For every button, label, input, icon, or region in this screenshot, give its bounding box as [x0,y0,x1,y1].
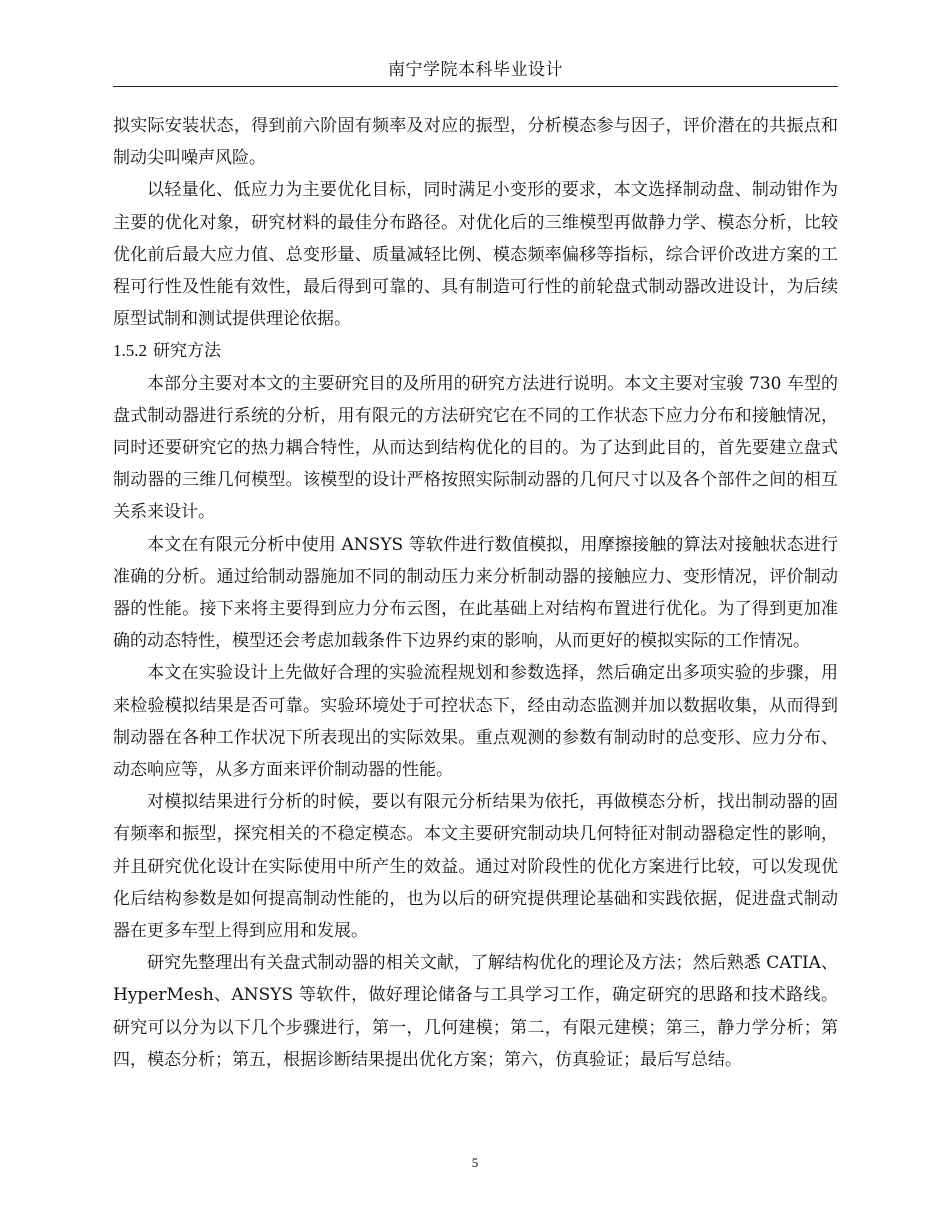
page-body [113,110,838,1076]
paragraph-research-purpose: 本部分主要对本文的主要研究目的及所用的研究方法进行说明。本文主要对宝骏 730 车型的盘式制动器进行系统的分析，用有限元的方法研究它在不同的工作状态下应力分布和接触情况，同时还要研究它的热力耦合特性，从而达到结构优化的目的。为了达到此目的，首先要建立盘式制动器的三维几何模型。该模型的设计严格按照实际制动器的几何尺寸以及各个部件之间的相互关系来设计。 [113,373,838,523]
paragraph-result-analysis: 对模拟结果进行分析的时候，要以有限元分析结果为依托，再做模态分析，找出制动器的固有频率和振型，探究相关的不稳定模态。本文主要研究制动块几何特征对制动器稳定性的影响，并且研究优化设计在实际使用中所产生的效益。通过对阶段性的优化方案进行比较，可以发现优化后结构参数是如何提高制动性能的，也为以后的研究提供理论基础和实践依据，促进盘式制动器在更多车型上得到应用和发展。 [113,792,838,942]
paragraph-experiment-design: 本文在实验设计上先做好合理的实验流程规划和参数选择，然后确定出多项实验的步骤，用来检验模拟结果是否可靠。实验环境处于可控状态下，经由动态监测并加以数据收集，从而得到制动器在各种工作状况下所表现出的实际效果。重点观测的参数有制动时的总变形、应力分布、动态响应等，从多方面来评价制动器的性能。 [113,663,838,781]
paragraph-continued: 拟实际安装状态，得到前六阶固有频率及对应的振型，分析模态参与因子，评价潜在的共振点和制动尖叫噪声风险。 [113,116,838,169]
header-title: 南宁学院本科毕业设计 [388,60,563,80]
page-header [113,56,838,87]
paragraph-fea-method: 本文在有限元分析中使用 ANSYS 等软件进行数值模拟，用摩擦接触的算法对接触状态进行准确的分析。通过给制动器施加不同的制动压力来分析制动器的接触应力、变形情况，评价制动器的性能。接下来将主要得到应力分布云图，在此基础上对结构布置进行优化。为了得到更加准确的动态特性，模型还会考虑加载条件下边界约束的影响，从而更好的模拟实际的工作情况。 [113,534,838,652]
page-number: 5 [471,1155,479,1170]
paragraph-optimization-goals: 以轻量化、低应力为主要优化目标，同时满足小变形的要求，本文选择制动盘、制动钳作为主要的优化对象，研究材料的最佳分布路径。对优化后的三维模型再做静力学、模态分析，比较优化前后最大应力值、总变形量、质量减轻比例、模态频率偏移等指标，综合评价改进方案的工程可行性及性能有效性，最后得到可靠的、具有制造可行性的前轮盘式制动器改进设计，为后续原型试制和测试提供理论依据。 [113,180,838,330]
section-title: 研究方法 [153,341,221,362]
paragraph-research-steps: 研究先整理出有关盘式制动器的相关文献，了解结构优化的理论及方法；然后熟悉 CATIA、HyperMesh、ANSYS 等软件，做好理论储备与工具学习工作，确定研究的思路和技术路线。研究可以分为以下几个步骤进行，第一，几何建模；第二，有限元建模；第三，静力学分析；第四，模态分析；第五，根据诊断结果提出优化方案；第六，仿真验证；最后写总结。 [113,953,838,1070]
section-number: 1.5.2 [113,341,147,361]
section-heading [113,335,838,367]
